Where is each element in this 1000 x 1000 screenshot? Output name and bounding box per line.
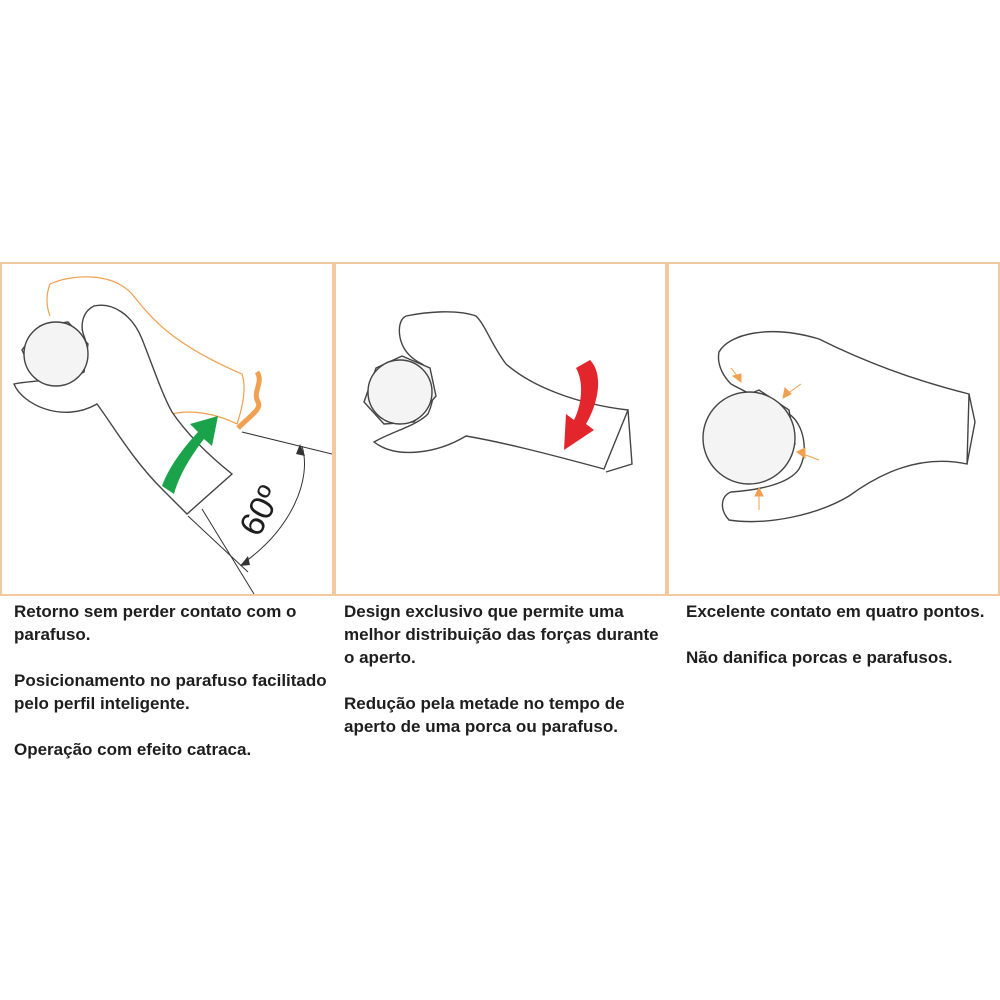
- caption-line: Design exclusivo que permite uma melhor distribuição das forças durante o aperto.: [344, 602, 659, 667]
- panel-ratchet-return: [0, 262, 334, 596]
- panel-force-distribution: [334, 262, 667, 596]
- wrench-tightening-illustration: [336, 264, 665, 594]
- angle-label: 60º: [232, 479, 290, 543]
- caption-line: Excelente contato em quatro pontos.: [686, 602, 985, 621]
- caption-line: Operação com efeito catraca.: [14, 740, 252, 759]
- caption-ratchet-return: [14, 600, 334, 784]
- caption-line: Redução pela metade no tempo de aperto de uma porca ou parafuso.: [344, 694, 625, 736]
- caption-line: Retorno sem perder contato com o parafuso.: [14, 602, 297, 644]
- caption-line: Não danifica porcas e parafusos.: [686, 648, 953, 667]
- angle-line-2: [242, 432, 332, 454]
- wrench-contact-illustration: [669, 264, 998, 594]
- ghost-wrench-end: [238, 372, 259, 428]
- caption-line: Posicionamento no parafuso facilitado pelo perfil inteligente.: [14, 671, 327, 713]
- caption-force-distribution: [344, 600, 664, 761]
- wrench-rotation-illustration: [2, 264, 332, 594]
- panel-four-point-contact: [667, 262, 1000, 596]
- caption-four-point-contact: [686, 600, 1000, 692]
